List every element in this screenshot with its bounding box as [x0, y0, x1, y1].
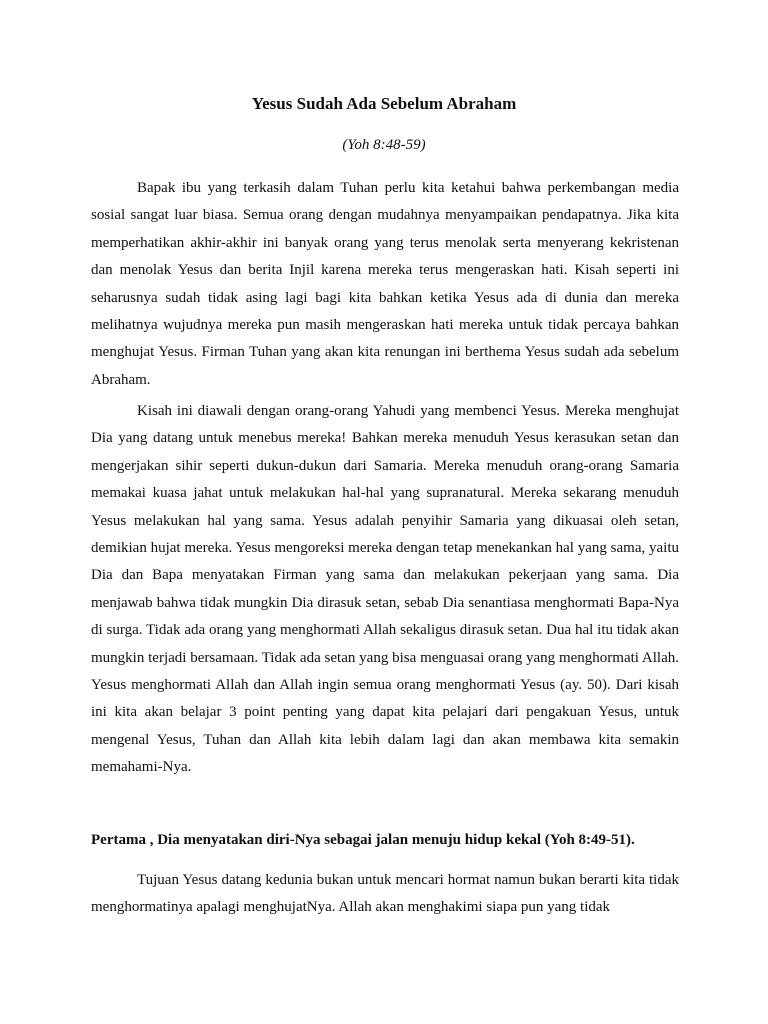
document-title: Yesus Sudah Ada Sebelum Abraham	[251, 94, 517, 113]
scripture-reference: (Yoh 8:48-59)	[342, 137, 426, 153]
section-heading-first: Pertama , Dia menyatakan diri-Nya sebagai jalan menuju hidup kekal (Yoh 8:49-51).	[91, 832, 635, 848]
paragraph-first-point: Tujuan Yesus datang kedunia bukan untuk mencari hormat namun bukan berarti kita tidak menghormatinya apalagi menghujatNya. Allah akan menghakimi siapa pun yang tidak	[91, 872, 679, 916]
paragraph-intro: Bapak ibu yang terkasih dalam Tuhan perlu kita ketahui bahwa perkembangan media sosial sangat luar biasa. Semua orang dengan mudahnya menyampaikan pendapatnya. Jika kita memperhatikan akhir-akhir ini banyak orang yang terus menolak serta menyerang kekristenan dan menolak Yesus dan berita Injil karena mereka terus mengeraskan hati. Kisah seperti ini seharusnya sudah tidak asing lagi bagi kita bahkan ketika Yesus ada di dunia dan mereka melihatnya wujudnya mereka pun masih mengeraskan hati mereka untuk tidak percaya bahkan menghujat Yesus. Firman Tuhan yang akan kita renungan ini berthema Yesus sudah ada sebelum Abraham.	[91, 180, 679, 388]
paragraph-story: Kisah ini diawali dengan orang-orang Yahudi yang membenci Yesus. Mereka menghujat Dia yang datang untuk menebus mereka! Bahkan mereka menuduh Yesus kerasukan setan dan mengerjakan sihir seperti dukun-dukun dari Samaria. Mereka menuduh orang-orang Samaria memakai kuasa jahat untuk melakukan hal-hal yang supranatural. Mereka sekarang menuduh Yesus melakukan hal yang sama. Yesus adalah penyihir Samaria yang dikuasai oleh setan, demikian hujat mereka. Yesus mengoreksi mereka dengan tetap menekankan hal yang sama, yaitu Dia dan Bapa menyatakan Firman yang sama dan melakukan pekerjaan yang sama. Dia menjawab bahwa tidak mungkin Dia dirasuk setan, sebab Dia senantiasa menghormati Bapa-Nya di surga. Tidak ada orang yang menghormati Allah sekaligus dirasuk setan. Dua hal itu tidak akan mungkin terjadi bersamaan. Tidak ada setan yang bisa menguasai orang yang menghormati Allah. Yesus menghormati Allah dan Allah ingin semua orang menghormati Yesus (ay. 50). Dari kisah ini kita akan belajar 3 point penting yang dapat kita pelajari dari pengakuan Yesus, untuk mengenal Yesus, Tuhan dan Allah kita lebih dalam lagi dan akan membawa kita semakin memahami-Nya.	[91, 403, 679, 776]
